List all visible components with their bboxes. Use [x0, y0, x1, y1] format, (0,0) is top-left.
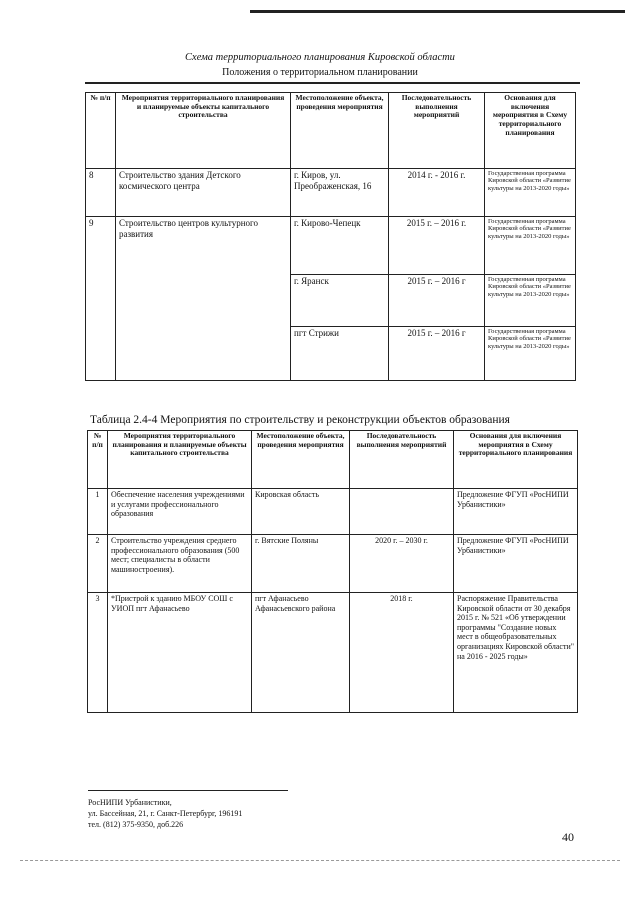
location-cell: г. Вятские Поляны [252, 535, 350, 593]
row-number: 1 [88, 489, 108, 535]
table-row [86, 169, 576, 217]
location-cell: г. Кирово-Чепецк [291, 217, 389, 275]
basis-cell: Распоряжение Правительства Кировской области от 30 декабря 2015 г. № 521 «Об утверждении программы "Создание новых мест в общеобразовательных организациях Кировской области" на 2016 - 2025 годы» [454, 593, 578, 713]
basis-cell: Предложение ФГУП «РосНИПИ Урбанистики» [454, 489, 578, 535]
scan-artifact-line [20, 860, 620, 862]
col-header: Основания для включения мероприятия в Схему территориального планирования [454, 431, 578, 489]
col-header: № п/п [88, 431, 108, 489]
education-events-table [87, 430, 578, 713]
basis-cell: Государственная программа Кировской области «Развитие культуры на 2013-2020 годы» [485, 169, 576, 217]
col-header: № п/п [86, 93, 116, 169]
period-cell [350, 489, 454, 535]
col-header: Местоположение объекта, проведения мероприятия [252, 431, 350, 489]
row-number: 3 [88, 593, 108, 713]
location-cell: пгт Афанасьево Афанасьевского района [252, 593, 350, 713]
event-cell: Строительство центров культурного развития [116, 217, 291, 381]
table-header-row [88, 431, 578, 489]
row-number: 8 [86, 169, 116, 217]
page-number: 40 [562, 830, 574, 844]
period-cell: 2015 г. – 2016 г [389, 275, 485, 327]
table-row [88, 489, 578, 535]
table-row [88, 535, 578, 593]
culture-events-table [85, 92, 576, 381]
table-row [88, 593, 578, 713]
event-cell: Строительство здания Детского космического центра [116, 169, 291, 217]
footer-address: ул. Бассейная, 21, г. Санкт-Петербург, 196191 [88, 809, 243, 819]
col-header: Последовательность выполнения мероприятий [350, 431, 454, 489]
event-cell: *Пристрой к зданию МБОУ СОШ с УИОП пгт Афанасьево [108, 593, 252, 713]
period-cell: 2020 г. – 2030 г. [350, 535, 454, 593]
location-cell: Кировская область [252, 489, 350, 535]
row-number: 2 [88, 535, 108, 593]
top-rule [250, 10, 625, 13]
table-caption: Таблица 2.4-4 Мероприятия по строительству и реконструкции объектов образования [90, 414, 510, 426]
period-cell: 2015 г. – 2016 г [389, 327, 485, 381]
basis-cell: Государственная программа Кировской области «Развитие культуры на 2013-2020 годы» [485, 327, 576, 381]
footer-org: РосНИПИ Урбанистики, [88, 798, 172, 807]
period-cell: 2018 г. [350, 593, 454, 713]
col-header: Последовательность выполнения мероприятий [389, 93, 485, 169]
document-title: Схема территориального планирования Кировской области [185, 52, 455, 63]
period-cell: 2014 г. - 2016 г. [389, 169, 485, 217]
basis-cell: Предложение ФГУП «РосНИПИ Урбанистики» [454, 535, 578, 593]
location-cell: г. Яранск [291, 275, 389, 327]
location-cell: г. Киров, ул. Преображенская, 16 [291, 169, 389, 217]
col-header: Мероприятия территориального планирования и планируемые объекты капитального строительства [116, 93, 291, 169]
period-cell: 2015 г. – 2016 г. [389, 217, 485, 275]
location-cell: пгт Стрижи [291, 327, 389, 381]
table-header-row [86, 93, 576, 169]
event-cell: Строительство учреждения среднего профессионального образования (500 мест; специалисты в области машиностроения). [108, 535, 252, 593]
col-header: Местоположение объекта, проведения мероприятия [291, 93, 389, 169]
row-number: 9 [86, 217, 116, 381]
event-cell: Обеспечение населения учреждениями и услугами профессионального образования [108, 489, 252, 535]
table-row [86, 217, 576, 275]
header-rule [85, 82, 580, 84]
basis-cell: Государственная программа Кировской области «Развитие культуры на 2013-2020 годы» [485, 275, 576, 327]
basis-cell: Государственная программа Кировской области «Развитие культуры на 2013-2020 годы» [485, 217, 576, 275]
footer-phone: тел. (812) 375-9350, доб.226 [88, 820, 184, 830]
col-header: Основания для включения мероприятия в Схему территориального планирования [485, 93, 576, 169]
document-subtitle: Положения о территориальном планировании [222, 67, 418, 78]
footer-rule [88, 790, 288, 791]
footer [88, 797, 242, 831]
col-header: Мероприятия территориального планирования и планируемые объекты капитального строительства [108, 431, 252, 489]
